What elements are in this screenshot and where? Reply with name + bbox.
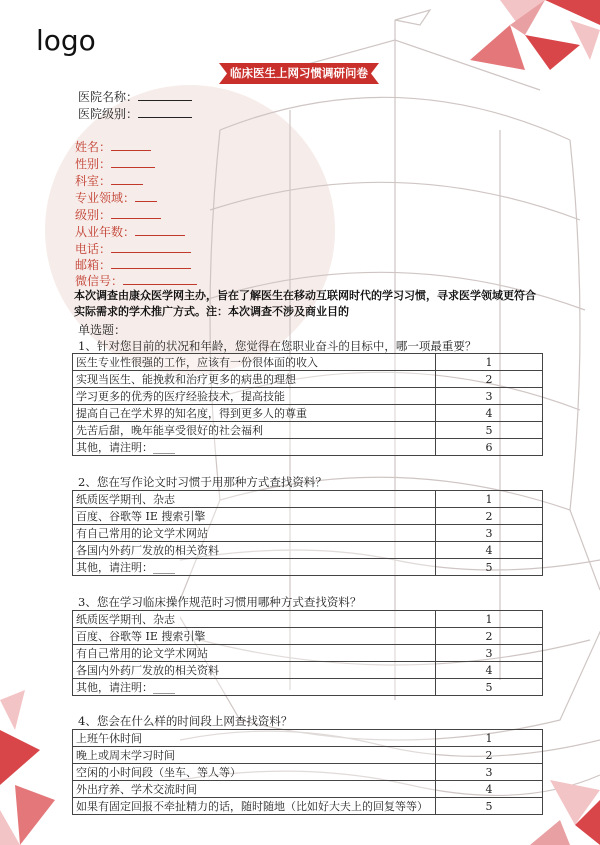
- options-table: [72, 353, 543, 456]
- option-text: 各国内外药厂发放的相关资料: [73, 542, 436, 559]
- logo: logo: [36, 24, 96, 57]
- option-number: 3: [436, 764, 543, 781]
- blank-line: [111, 258, 191, 269]
- field-label: 微信号：: [75, 274, 124, 288]
- option-number: 4: [436, 781, 543, 798]
- option-number: 3: [436, 645, 543, 662]
- rank-field[interactable]: [75, 206, 161, 223]
- blank-line: [123, 274, 197, 285]
- question-title: 2、您在写作论文时习惯于用那种方式查找资料？: [78, 475, 327, 489]
- option-row[interactable]: [73, 491, 543, 508]
- blank-line: [111, 174, 143, 185]
- option-row[interactable]: [73, 645, 543, 662]
- option-number: 3: [436, 388, 543, 405]
- question-title: 4、您会在什么样的时间段上网查找资料？: [78, 714, 293, 728]
- field-label: 姓名：: [75, 140, 112, 154]
- field-label: 科室：: [75, 174, 112, 188]
- survey-title: 临床医生上网习惯调研问卷: [230, 66, 368, 80]
- department-field[interactable]: [75, 172, 143, 189]
- option-row[interactable]: [73, 764, 543, 781]
- option-number: 4: [436, 405, 543, 422]
- name-field[interactable]: [75, 138, 151, 155]
- option-text: 外出疗养、学术交流时间: [73, 781, 436, 798]
- option-text: 如果有固定回报不牵扯精力的话，随时随地（比如好大夫上的回复等等）: [73, 798, 436, 815]
- option-text: 提高自己在学术界的知名度，得到更多人的尊重: [73, 405, 436, 422]
- option-number: 5: [436, 559, 543, 576]
- option-number: 2: [436, 508, 543, 525]
- option-number: 1: [436, 730, 543, 747]
- field-label: 从业年数：: [75, 225, 136, 239]
- specialty-field[interactable]: [75, 189, 157, 206]
- option-text: 百度、谷歌等 IE 搜索引擎: [73, 508, 436, 525]
- option-row[interactable]: [73, 542, 543, 559]
- option-row[interactable]: [73, 781, 543, 798]
- field-label: 专业领域：: [75, 191, 136, 205]
- email-field[interactable]: [75, 256, 191, 273]
- option-number: 5: [436, 798, 543, 815]
- option-text: 有自己常用的论文学术网站: [73, 645, 436, 662]
- option-number: 3: [436, 525, 543, 542]
- option-text: 其他，请注明：____: [73, 679, 436, 696]
- blank-line: [111, 242, 191, 253]
- option-number: 6: [436, 439, 543, 456]
- question-title: 3、您在学习临床操作规范时习惯用哪种方式查找资料？: [78, 595, 362, 609]
- option-text: 上班午休时间: [73, 730, 436, 747]
- option-number: 2: [436, 371, 543, 388]
- option-text: 百度、谷歌等 IE 搜索引擎: [73, 628, 436, 645]
- option-row[interactable]: [73, 405, 543, 422]
- option-row[interactable]: [73, 388, 543, 405]
- option-number: 4: [436, 542, 543, 559]
- options-table: [72, 490, 543, 576]
- option-row[interactable]: [73, 611, 543, 628]
- option-row[interactable]: [73, 559, 543, 576]
- option-number: 1: [436, 611, 543, 628]
- option-row[interactable]: [73, 422, 543, 439]
- field-label: 医院级别：: [78, 107, 139, 121]
- options-table: [72, 610, 543, 696]
- option-row[interactable]: [73, 628, 543, 645]
- blank-line: [135, 225, 185, 236]
- blank-line: [138, 107, 192, 118]
- blank-line: [138, 90, 192, 101]
- option-number: 2: [436, 628, 543, 645]
- option-number: 5: [436, 679, 543, 696]
- option-text: 空闲的小时间段（坐车、等人等）: [73, 764, 436, 781]
- option-text: 纸质医学期刊、杂志: [73, 611, 436, 628]
- option-text: 有自己常用的论文学术网站: [73, 525, 436, 542]
- option-text: 先苦后甜，晚年能享受很好的社会福利: [73, 422, 436, 439]
- option-row[interactable]: [73, 439, 543, 456]
- hospital-level-field[interactable]: [78, 105, 192, 122]
- option-row[interactable]: [73, 730, 543, 747]
- option-row[interactable]: [73, 662, 543, 679]
- question-title: 1、针对您目前的状况和年龄，您觉得在您职业奋斗的目标中，哪一项最重要？: [78, 339, 477, 353]
- field-label: 电话：: [75, 242, 112, 256]
- gender-field[interactable]: [75, 155, 155, 172]
- option-row[interactable]: [73, 747, 543, 764]
- option-row[interactable]: [73, 354, 543, 371]
- option-row[interactable]: [73, 679, 543, 696]
- years-of-practice-field[interactable]: [75, 223, 185, 240]
- option-text: 其他，请注明：____: [73, 559, 436, 576]
- corner-triangle-decoration: [470, 0, 600, 70]
- option-number: 1: [436, 491, 543, 508]
- option-number: 4: [436, 662, 543, 679]
- field-label: 级别：: [75, 208, 112, 222]
- option-row[interactable]: [73, 371, 543, 388]
- survey-intro: 本次调查由康众医学网主办，旨在了解医生在移动互联网时代的学习习惯，寻求医学领域更符合实际需求的学术推广方式。注：本次调查不涉及商业目的: [74, 289, 536, 318]
- blank-line: [111, 157, 155, 168]
- option-number: 1: [436, 354, 543, 371]
- option-row[interactable]: [73, 525, 543, 542]
- blank-line: [111, 208, 161, 219]
- option-text: 其他，请注明：____: [73, 439, 436, 456]
- blank-line: [135, 191, 157, 202]
- field-label: 邮箱：: [75, 258, 112, 272]
- field-label: 医院名称：: [78, 90, 139, 104]
- option-text: 纸质医学期刊、杂志: [73, 491, 436, 508]
- option-row[interactable]: [73, 508, 543, 525]
- hospital-name-field[interactable]: [78, 88, 192, 105]
- option-text: 实现当医生、能挽救和治疗更多的病患的理想: [73, 371, 436, 388]
- option-text: 晚上或周末学习时间: [73, 747, 436, 764]
- options-table: [72, 729, 543, 815]
- option-number: 2: [436, 747, 543, 764]
- corner-triangle-decoration: [0, 690, 70, 845]
- option-row[interactable]: [73, 798, 543, 815]
- option-text: 医生专业性很强的工作，应该有一份很体面的收入: [73, 354, 436, 371]
- blank-line: [111, 140, 151, 151]
- option-text: 各国内外药厂发放的相关资料: [73, 662, 436, 679]
- phone-field[interactable]: [75, 240, 191, 257]
- option-number: 5: [436, 422, 543, 439]
- field-label: 性别：: [75, 157, 112, 171]
- wechat-field[interactable]: [75, 272, 197, 289]
- option-text: 学习更多的优秀的医疗经验技术，提高技能: [73, 388, 436, 405]
- section-label: 单选题：: [78, 323, 127, 337]
